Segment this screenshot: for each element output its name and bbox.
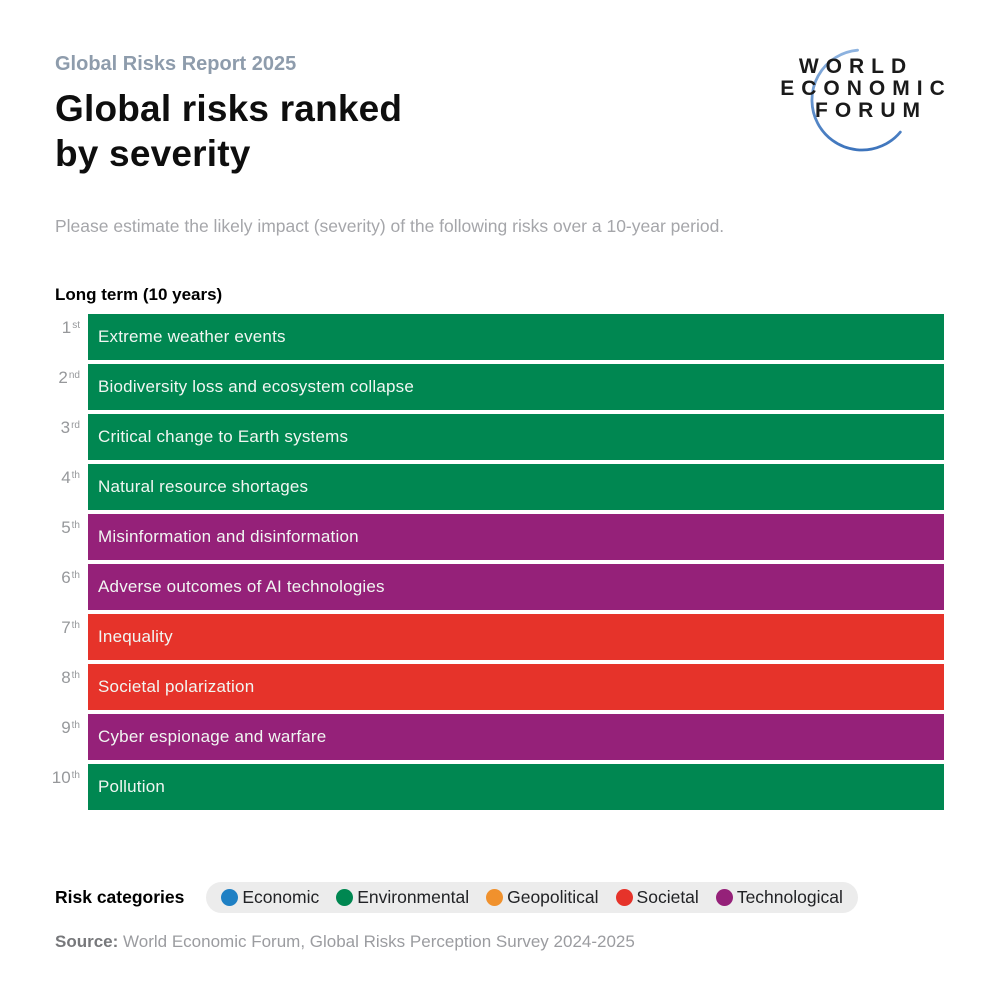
risk-bar-label: Natural resource shortages (98, 477, 309, 496)
risk-bar-label: Cyber espionage and warfare (98, 727, 327, 746)
rank-ordinal: th (71, 520, 80, 531)
rank-number: 3 (60, 418, 71, 437)
rank-number: 2 (58, 368, 68, 387)
legend-item (616, 887, 699, 908)
rank-label (55, 714, 80, 760)
rank-ordinal: th (71, 770, 80, 781)
wef-logo-word-economic: ECONOMIC (780, 77, 950, 100)
rank-ordinal: th (71, 720, 80, 731)
risk-bar (88, 464, 944, 510)
rank-label (55, 664, 80, 710)
risk-bar-label: Biodiversity loss and ecosystem collapse (98, 377, 415, 396)
rank-label (55, 364, 80, 410)
legend-item-label: Technological (736, 887, 843, 907)
rank-number: 8 (61, 668, 71, 687)
risk-rows (51, 314, 944, 810)
rank-label (51, 764, 80, 810)
rank-number: 6 (61, 568, 71, 587)
risk-bar (88, 614, 944, 660)
table-row (55, 564, 944, 610)
source-label: Source: (55, 932, 119, 951)
wef-logo (760, 42, 950, 182)
rank-number: 1 (61, 318, 72, 337)
rank-ordinal: th (71, 620, 80, 631)
page-title-line2: by severity (55, 133, 251, 174)
table-row (55, 464, 944, 510)
time-horizon-label: Long term (10 years) (55, 285, 223, 304)
rank-number: 9 (61, 718, 71, 737)
rank-label (55, 564, 80, 610)
category-dot-icon (616, 889, 633, 906)
category-dot-icon (486, 889, 503, 906)
table-row (55, 414, 944, 460)
table-row (55, 514, 944, 560)
risk-bar-label: Inequality (98, 627, 173, 646)
rank-number: 5 (61, 518, 71, 537)
category-dot-icon (716, 889, 733, 906)
rank-number: 10 (51, 768, 71, 787)
legend-item (221, 887, 319, 908)
rank-ordinal: rd (71, 420, 80, 431)
legend-item-label: Environmental (357, 887, 470, 907)
risk-bar (88, 364, 944, 410)
rank-label (55, 614, 80, 660)
risk-bar (88, 714, 944, 760)
category-dot-icon (221, 889, 238, 906)
survey-question-text: Please estimate the likely impact (severity) of the following risks over a 10-year period. (55, 216, 725, 236)
rank-ordinal: th (71, 570, 80, 581)
rank-number: 7 (61, 618, 71, 637)
table-row (55, 664, 944, 710)
legend-item-label: Geopolitical (507, 887, 599, 907)
risk-bar (88, 514, 944, 560)
report-kicker: Global Risks Report 2025 (55, 53, 297, 75)
rank-ordinal: th (71, 470, 80, 481)
legend-item-label: Economic (242, 887, 320, 907)
rank-ordinal: st (72, 320, 80, 331)
wef-logo-graphic (760, 42, 950, 182)
category-dot-icon (336, 889, 353, 906)
table-row (55, 314, 944, 360)
rank-number: 4 (61, 468, 71, 487)
rank-ordinal: nd (68, 370, 80, 381)
table-row (51, 764, 944, 810)
risk-bar-label: Pollution (98, 777, 166, 796)
risk-bar-label: Critical change to Earth systems (98, 427, 349, 446)
rank-label (55, 314, 80, 360)
risk-bar (88, 764, 944, 810)
rank-ordinal: th (71, 670, 80, 681)
wef-logo-word-world: WORLD (798, 55, 914, 78)
table-row (55, 714, 944, 760)
rank-label (55, 414, 80, 460)
risk-bar-label: Extreme weather events (98, 327, 286, 346)
risk-bar (88, 664, 944, 710)
legend-title: Risk categories (55, 887, 185, 907)
page-title-line1: Global risks ranked (55, 88, 403, 129)
wef-logo-word-forum: FORUM (815, 99, 927, 122)
legend-item (336, 887, 469, 908)
legend-pill (206, 882, 857, 913)
legend-item-label: Societal (636, 887, 699, 907)
legend-item (716, 887, 843, 908)
risk-bar-label: Misinformation and disinformation (98, 527, 359, 546)
risk-bar-label: Societal polarization (98, 677, 255, 696)
risk-bar (88, 414, 944, 460)
table-row (55, 614, 944, 660)
risk-bar (88, 564, 944, 610)
rank-label (55, 464, 80, 510)
risk-bar (88, 314, 944, 360)
source-line (55, 931, 944, 953)
legend (55, 882, 944, 913)
rank-label (55, 514, 80, 560)
table-row (55, 364, 944, 410)
legend-item (486, 887, 598, 908)
risk-bar-label: Adverse outcomes of AI technologies (98, 577, 385, 596)
source-text: World Economic Forum, Global Risks Perception Survey 2024-2025 (123, 932, 635, 951)
